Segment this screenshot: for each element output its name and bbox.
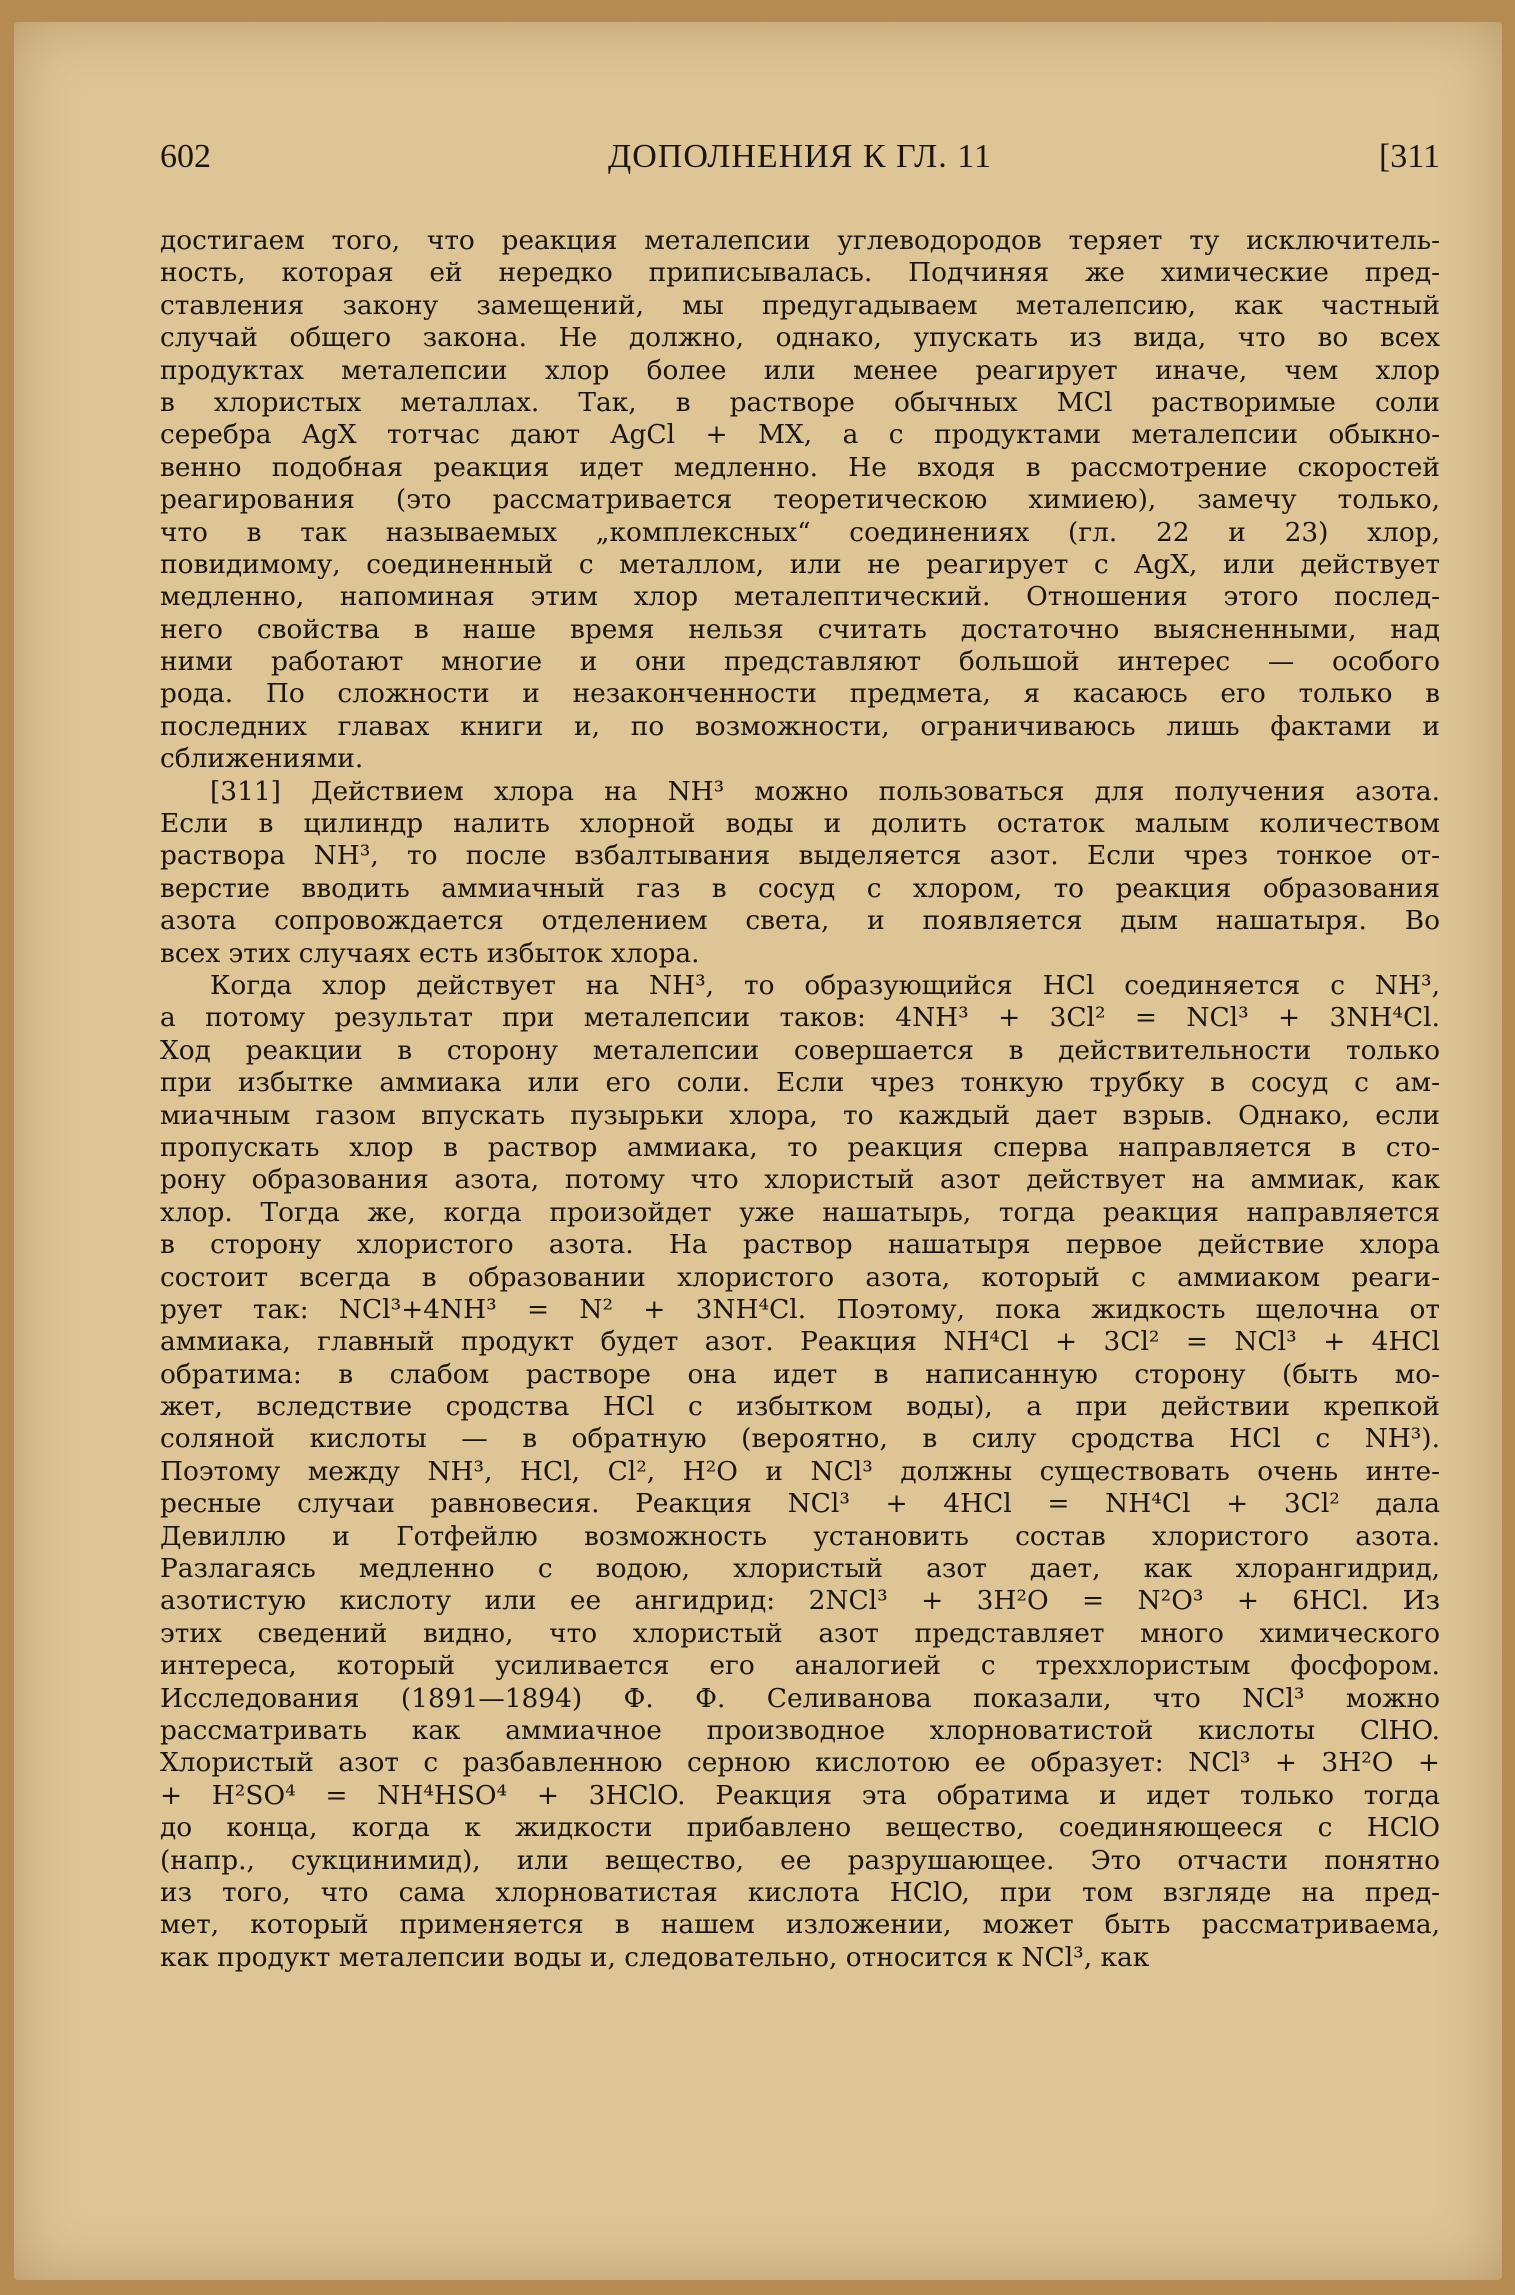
text-line: аммиака, главный продукт будет азот. Реакция NH⁴Cl + 3Cl² = NCl³ + 4HCl [160, 1326, 1440, 1358]
text-line: ность, которая ей нередко приписывалась. Подчиняя же химические пред- [160, 257, 1440, 289]
text-line: обратима: в слабом растворе она идет в написанную сторону (быть мо- [160, 1358, 1440, 1390]
paragraph [160, 225, 1440, 776]
text-line: мет, который применяется в нашем изложении, может быть рассматриваема, [160, 1909, 1440, 1941]
page-number: 602 [160, 138, 211, 175]
text-line: Поэтому между NH³, HCl, Cl², H²O и NCl³ должны существовать очень инте- [160, 1455, 1440, 1487]
text-line: последних главах книги и, по возможности, ограничиваюсь лишь фактами и [160, 710, 1440, 742]
text-line: пропускать хлор в раствор аммиака, то реакция сперва направляется в сто- [160, 1131, 1440, 1163]
text-line: этих сведений видно, что хлористый азот представляет много химического [160, 1617, 1440, 1649]
text-line: Исследования (1891—1894) Ф. Ф. Селиванова показали, что NCl³ можно [160, 1682, 1440, 1714]
text-line: раствора NH³, то после взбалтывания выделяется азот. Если чрез тонкое от- [160, 840, 1440, 872]
text-line: верстие вводить аммиачный газ в сосуд с хлором, то реакция образования [160, 872, 1440, 904]
text-line: продуктах металепсии хлор более или менее реагирует иначе, чем хлор [160, 354, 1440, 386]
text-line: как продукт металепсии воды и, следовательно, относится к NCl³, как [160, 1941, 1150, 1973]
text-line: жет, вследствие сродства HCl с избытком воды), а при действии крепкой [160, 1391, 1440, 1423]
running-title: ДОПОЛНЕНИЯ К ГЛ. 11 [608, 138, 992, 175]
text-line: азотистую кислоту или ее ангидрид: 2NCl³ + 3H²O = N²O³ + 6HCl. Из [160, 1585, 1440, 1617]
page-header [160, 138, 1440, 188]
text-line: Когда хлор действует на NH³, то образующийся HCl соединяется с NH³, [210, 969, 1440, 1001]
text-line: Хлористый азот с разбавленною серною кислотою ее образует: NCl³ + 3H²O + [160, 1747, 1440, 1779]
text-line: азота сопровождается отделением света, и появляется дым нашатыря. Во [160, 905, 1440, 937]
text-line: рассматривать как аммиачное производное хлорноватистой кислоты ClHO. [160, 1714, 1440, 1746]
text-line: серебра AgX тотчас дают AgCl + MX, а с продуктами металепсии обыкно- [160, 419, 1440, 451]
text-line: соляной кислоты — в обратную (вероятно, в силу сродства HCl с NH³). [160, 1423, 1440, 1455]
section-number: [311 [1378, 138, 1440, 175]
text-line: рода. По сложности и незаконченности предмета, я касаюсь его только в [160, 678, 1440, 710]
text-line: случай общего закона. Не должно, однако, упускать из вида, что во всех [160, 322, 1440, 354]
paragraph [160, 776, 1440, 970]
text-line: в хлористых металлах. Так, в растворе обычных MCl растворимые соли [160, 386, 1440, 418]
text-line: медленно, напоминая этим хлор металептический. Отношения этого послед- [160, 581, 1440, 613]
text-line: рует так: NCl³+4NH³ = N² + 3NH⁴Cl. Поэтому, пока жидкость щелочна от [160, 1293, 1440, 1325]
text-line: ними работают многие и они представляют большой интерес — особого [160, 646, 1440, 678]
text-line: Ход реакции в сторону металепсии совершается в действительности только [160, 1034, 1440, 1066]
text-line: а потому результат при металепсии таков: 4NH³ + 3Cl² = NCl³ + 3NH⁴Cl. [160, 1002, 1440, 1034]
text-line: что в так называемых „комплексных“ соединениях (гл. 22 и 23) хлор, [160, 516, 1440, 548]
paragraph [160, 970, 1440, 1974]
text-line: рону образования азота, потому что хлористый азот действует на аммиак, как [160, 1164, 1440, 1196]
text-line: миачным газом впускать пузырьки хлора, то каждый дает взрыв. Однако, если [160, 1099, 1440, 1131]
page-body [160, 225, 1440, 1974]
text-line: повидимому, соединенный с металлом, или не реагирует с AgX, или действует [160, 548, 1440, 580]
text-line: [311] Действием хлора на NH³ можно пользоваться для получения азота. [210, 775, 1440, 807]
text-line: него свойства в наше время нельзя считать достаточно выясненными, над [160, 613, 1440, 645]
text-line: Если в цилиндр налить хлорной воды и долить остаток малым количеством [160, 808, 1440, 840]
text-line: Девиллю и Готфейлю возможность установить состав хлористого азота. [160, 1520, 1440, 1552]
text-line: из того, что сама хлорноватистая кислота HClO, при том взгляде на пред- [160, 1876, 1440, 1908]
text-line: в сторону хлористого азота. На раствор нашатыря первое действие хлора [160, 1229, 1440, 1261]
text-line: ресные случаи равновесия. Реакция NCl³ + 4HCl = NH⁴Cl + 3Cl² дала [160, 1488, 1440, 1520]
text-line: всех этих случаях есть избыток хлора. [160, 937, 700, 969]
text-line: до конца, когда к жидкости прибавлено вещество, соединяющееся с HClO [160, 1812, 1440, 1844]
text-line: реагирования (это рассматривается теоретическою химиею), замечу только, [160, 484, 1440, 516]
text-line: сближениями. [160, 743, 364, 775]
text-line: при избытке аммиака или его соли. Если чрез тонкую трубку в сосуд с ам- [160, 1067, 1440, 1099]
text-line: (напр., сукцинимид), или вещество, ее разрушающее. Это отчасти понятно [160, 1844, 1440, 1876]
text-line: хлор. Тогда же, когда произойдет уже нашатырь, тогда реакция направляется [160, 1196, 1440, 1228]
text-line: венно подобная реакция идет медленно. Не входя в рассмотрение скоростей [160, 451, 1440, 483]
text-line: + H²SO⁴ = NH⁴HSO⁴ + 3HClO. Реакция эта обратима и идет только тогда [160, 1779, 1440, 1811]
text-line: интереса, который усиливается его аналогией с треххлористым фосфором. [160, 1650, 1440, 1682]
text-line: состоит всегда в образовании хлористого азота, который с аммиаком реаги- [160, 1261, 1440, 1293]
text-line: ставления закону замещений, мы предугадываем металепсию, как частный [160, 289, 1440, 321]
text-line: достигаем того, что реакция металепсии углеводородов теряет ту исключитель- [160, 225, 1440, 256]
text-line: Разлагаясь медленно с водою, хлористый азот дает, как хлорангидрид, [160, 1553, 1440, 1585]
